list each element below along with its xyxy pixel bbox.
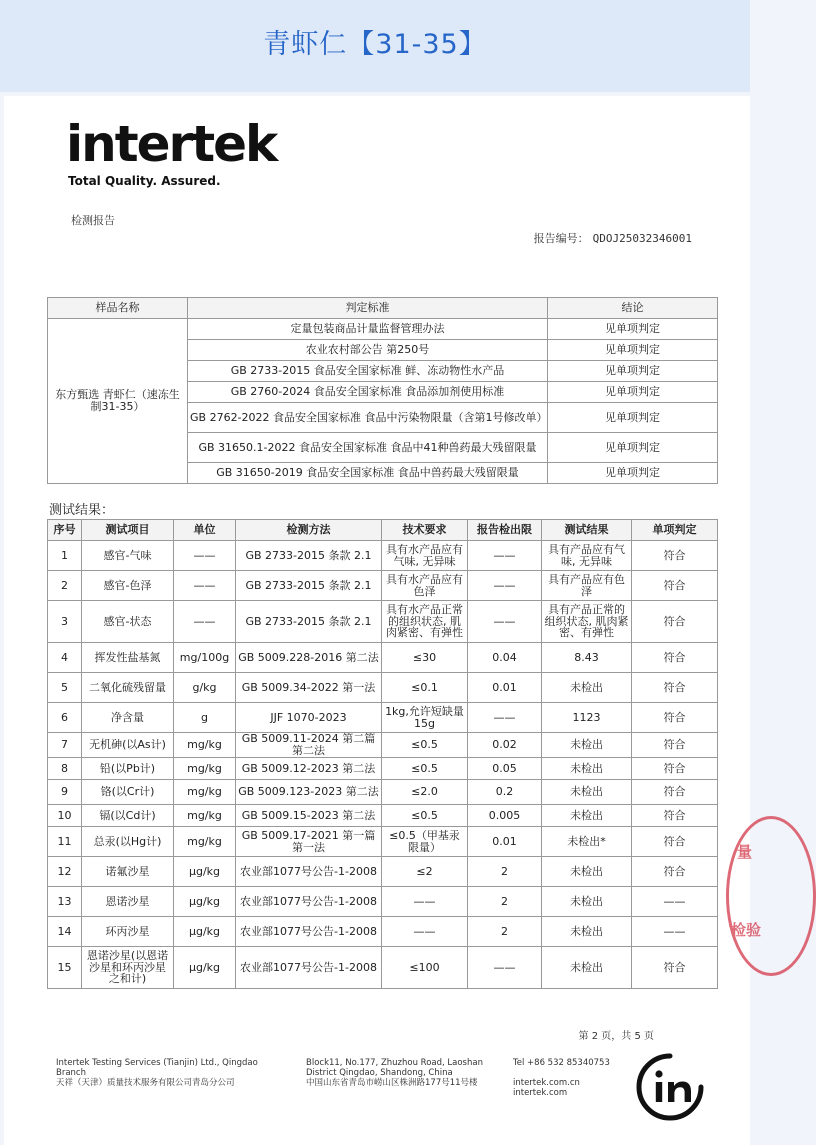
result-cell: 未检出 xyxy=(542,758,632,780)
method-cell: GB 5009.11-2024 第二篇第二法 xyxy=(236,733,382,758)
sample-name-cell: 东方甄选 青虾仁（速冻生制31-35） xyxy=(48,319,188,484)
verdict-cell: 符合 xyxy=(632,601,718,643)
stamp-text-bottom: 检验 xyxy=(731,921,762,939)
judgement-row xyxy=(48,319,718,340)
no-cell: 11 xyxy=(48,827,82,857)
conclusion-cell: 见单项判定 xyxy=(548,319,718,340)
method-cell: JJF 1070-2023 xyxy=(236,703,382,733)
standard-cell: GB 2733-2015 食品安全国家标准 鲜、冻动物性水产品 xyxy=(188,361,548,382)
verdict-cell: 符合 xyxy=(632,805,718,827)
method-cell: GB 5009.123-2023 第二法 xyxy=(236,780,382,805)
lod-cell: 0.01 xyxy=(468,673,542,703)
results-row xyxy=(48,857,718,887)
results-row xyxy=(48,947,718,989)
requirement-cell: ≤0.5 xyxy=(382,758,468,780)
no-cell: 13 xyxy=(48,887,82,917)
lod-cell: —— xyxy=(468,541,542,571)
results-header-cell: 序号 xyxy=(48,520,82,541)
method-cell: 农业部1077号公告-1-2008 xyxy=(236,947,382,989)
verdict-cell: 符合 xyxy=(632,827,718,857)
footer-company xyxy=(56,1058,286,1089)
verdict-cell: 符合 xyxy=(632,541,718,571)
unit-cell: mg/100g xyxy=(174,643,236,673)
no-cell: 14 xyxy=(48,917,82,947)
conclusion-cell: 见单项判定 xyxy=(548,382,718,403)
lod-cell: 2 xyxy=(468,917,542,947)
requirement-cell: —— xyxy=(382,917,468,947)
results-header-cell: 测试结果 xyxy=(542,520,632,541)
requirement-cell: ≤2.0 xyxy=(382,780,468,805)
report-number-label: 报告编号： xyxy=(533,232,589,245)
results-row xyxy=(48,758,718,780)
results-label: 测试结果： xyxy=(49,503,115,518)
no-cell: 6 xyxy=(48,703,82,733)
results-row xyxy=(48,601,718,643)
result-cell: 8.43 xyxy=(542,643,632,673)
conclusion-cell: 见单项判定 xyxy=(548,463,718,484)
page-title: 青虾仁【31-35】 xyxy=(263,29,487,60)
item-cell: 总汞(以Hg计) xyxy=(82,827,174,857)
requirement-cell: ≤0.5（甲基汞限量） xyxy=(382,827,468,857)
item-cell: 感官-气味 xyxy=(82,541,174,571)
results-header-cell: 单位 xyxy=(174,520,236,541)
footer-address xyxy=(306,1058,506,1089)
result-cell: 未检出 xyxy=(542,733,632,758)
footer-tel: Tel +86 532 85340753 xyxy=(513,1058,610,1068)
no-cell: 7 xyxy=(48,733,82,758)
results-row xyxy=(48,917,718,947)
unit-cell: —— xyxy=(174,601,236,643)
unit-cell: mg/kg xyxy=(174,827,236,857)
method-cell: 农业部1077号公告-1-2008 xyxy=(236,857,382,887)
standard-cell: GB 31650-2019 食品安全国家标准 食品中兽药最大残留限量 xyxy=(188,463,548,484)
standard-cell: GB 31650.1-2022 食品安全国家标准 食品中41种兽药最大残留限量 xyxy=(188,433,548,463)
requirement-cell: —— xyxy=(382,887,468,917)
judgement-header-cell: 判定标准 xyxy=(188,298,548,319)
no-cell: 12 xyxy=(48,857,82,887)
item-cell: 感官-色泽 xyxy=(82,571,174,601)
item-cell: 恩诺沙星(以恩诺沙星和环丙沙星之和计) xyxy=(82,947,174,989)
item-cell: 挥发性盐基氮 xyxy=(82,643,174,673)
result-cell: 未检出 xyxy=(542,947,632,989)
requirement-cell: ≤30 xyxy=(382,643,468,673)
method-cell: GB 5009.15-2023 第二法 xyxy=(236,805,382,827)
standard-cell: 农业农村部公告 第250号 xyxy=(188,340,548,361)
judgement-table xyxy=(47,297,718,484)
results-row xyxy=(48,780,718,805)
item-cell: 铬(以Cr计) xyxy=(82,780,174,805)
verdict-cell: 符合 xyxy=(632,673,718,703)
results-row xyxy=(48,571,718,601)
method-cell: GB 5009.228-2016 第二法 xyxy=(236,643,382,673)
lod-cell: —— xyxy=(468,571,542,601)
lod-cell: —— xyxy=(468,703,542,733)
method-cell: GB 5009.17-2021 第一篇第一法 xyxy=(236,827,382,857)
footer-contact xyxy=(513,1058,633,1099)
unit-cell: mg/kg xyxy=(174,805,236,827)
result-cell: 未检出 xyxy=(542,917,632,947)
logo-tagline: Total Quality. Assured. xyxy=(68,174,221,188)
conclusion-cell: 见单项判定 xyxy=(548,361,718,382)
lod-cell: 2 xyxy=(468,887,542,917)
result-cell: 具有产品应有气味, 无异味 xyxy=(542,541,632,571)
results-table xyxy=(47,519,718,989)
address-en: Block11, No.177, Zhuzhou Road, Laoshan District Qingdao, Shandong, China xyxy=(306,1058,483,1079)
address-cn: 中国山东省青岛市崂山区株洲路177号11号楼 xyxy=(306,1078,478,1089)
results-row xyxy=(48,827,718,857)
results-row xyxy=(48,541,718,571)
item-cell: 感官-状态 xyxy=(82,601,174,643)
intertek-logo: intertek xyxy=(66,115,277,173)
page-number: 第 2 页，共 5 页 xyxy=(578,1031,654,1042)
results-row xyxy=(48,805,718,827)
no-cell: 1 xyxy=(48,541,82,571)
standard-cell: 定量包装商品计量监督管理办法 xyxy=(188,319,548,340)
results-row xyxy=(48,733,718,758)
judgement-header-cell: 样品名称 xyxy=(48,298,188,319)
requirement-cell: 具有水产品正常的组织状态, 肌肉紧密、有弹性 xyxy=(382,601,468,643)
no-cell: 5 xyxy=(48,673,82,703)
verdict-cell: 符合 xyxy=(632,733,718,758)
requirement-cell: ≤100 xyxy=(382,947,468,989)
lod-cell: 0.04 xyxy=(468,643,542,673)
result-cell: 具有产品应有色泽 xyxy=(542,571,632,601)
item-cell: 镉(以Cd计) xyxy=(82,805,174,827)
result-cell: 未检出 xyxy=(542,805,632,827)
no-cell: 2 xyxy=(48,571,82,601)
no-cell: 10 xyxy=(48,805,82,827)
method-cell: GB 5009.34-2022 第一法 xyxy=(236,673,382,703)
result-cell: 未检出 xyxy=(542,780,632,805)
results-header-cell: 技术要求 xyxy=(382,520,468,541)
verdict-cell: 符合 xyxy=(632,780,718,805)
verdict-cell: 符合 xyxy=(632,857,718,887)
result-cell: 1123 xyxy=(542,703,632,733)
unit-cell: g xyxy=(174,703,236,733)
intertek-in-circle-icon xyxy=(634,1051,706,1123)
unit-cell: μg/kg xyxy=(174,917,236,947)
verdict-cell: —— xyxy=(632,887,718,917)
requirement-cell: 具有水产品应有色泽 xyxy=(382,571,468,601)
method-cell: GB 2733-2015 条款 2.1 xyxy=(236,601,382,643)
method-cell: GB 2733-2015 条款 2.1 xyxy=(236,571,382,601)
results-row xyxy=(48,673,718,703)
standard-cell: GB 2762-2022 食品安全国家标准 食品中污染物限量（含第1号修改单） xyxy=(188,403,548,433)
method-cell: 农业部1077号公告-1-2008 xyxy=(236,887,382,917)
item-cell: 环丙沙星 xyxy=(82,917,174,947)
conclusion-cell: 见单项判定 xyxy=(548,340,718,361)
unit-cell: g/kg xyxy=(174,673,236,703)
item-cell: 无机砷(以As计) xyxy=(82,733,174,758)
item-cell: 诺氟沙星 xyxy=(82,857,174,887)
lod-cell: —— xyxy=(468,947,542,989)
results-header-cell: 报告检出限 xyxy=(468,520,542,541)
results-header-cell: 检测方法 xyxy=(236,520,382,541)
unit-cell: mg/kg xyxy=(174,780,236,805)
result-cell: 未检出 xyxy=(542,673,632,703)
result-cell: 未检出 xyxy=(542,857,632,887)
report-number xyxy=(534,230,692,246)
verdict-cell: 符合 xyxy=(632,947,718,989)
company-name-en: Intertek Testing Services (Tianjin) Ltd., Qingdao Branch xyxy=(56,1058,258,1079)
unit-cell: μg/kg xyxy=(174,947,236,989)
item-cell: 二氧化硫残留量 xyxy=(82,673,174,703)
results-header-cell: 单项判定 xyxy=(632,520,718,541)
results-body xyxy=(48,541,718,989)
requirement-cell: ≤0.1 xyxy=(382,673,468,703)
unit-cell: —— xyxy=(174,541,236,571)
official-stamp xyxy=(726,816,816,976)
standard-cell: GB 2760-2024 食品安全国家标准 食品添加剂使用标准 xyxy=(188,382,548,403)
top-banner xyxy=(0,0,750,92)
result-cell: 未检出* xyxy=(542,827,632,857)
judgement-header-row xyxy=(48,298,718,319)
results-row xyxy=(48,703,718,733)
item-cell: 铅(以Pb计) xyxy=(82,758,174,780)
results-header-row xyxy=(48,520,718,541)
report-number-value: QDOJ25032346001 xyxy=(592,232,692,245)
unit-cell: μg/kg xyxy=(174,857,236,887)
verdict-cell: —— xyxy=(632,917,718,947)
footer-link-cn[interactable]: intertek.com.cn xyxy=(513,1078,580,1089)
no-cell: 8 xyxy=(48,758,82,780)
requirement-cell: 1kg,允许短缺量15g xyxy=(382,703,468,733)
lod-cell: —— xyxy=(468,601,542,643)
lod-cell: 0.05 xyxy=(468,758,542,780)
judgement-header-cell: 结论 xyxy=(548,298,718,319)
stamp-text-top: 量 xyxy=(737,843,753,861)
result-cell: 未检出 xyxy=(542,887,632,917)
results-row xyxy=(48,887,718,917)
method-cell: 农业部1077号公告-1-2008 xyxy=(236,917,382,947)
result-cell: 具有产品正常的组织状态, 肌肉紧密、有弹性 xyxy=(542,601,632,643)
verdict-cell: 符合 xyxy=(632,571,718,601)
unit-cell: —— xyxy=(174,571,236,601)
verdict-cell: 符合 xyxy=(632,703,718,733)
item-cell: 恩诺沙星 xyxy=(82,887,174,917)
unit-cell: μg/kg xyxy=(174,887,236,917)
report-sheet xyxy=(4,96,762,1145)
unit-cell: mg/kg xyxy=(174,758,236,780)
verdict-cell: 符合 xyxy=(632,758,718,780)
no-cell: 3 xyxy=(48,601,82,643)
verdict-cell: 符合 xyxy=(632,643,718,673)
lod-cell: 0.01 xyxy=(468,827,542,857)
conclusion-cell: 见单项判定 xyxy=(548,433,718,463)
no-cell: 9 xyxy=(48,780,82,805)
document-label: 检测报告 xyxy=(71,214,115,227)
lod-cell: 0.005 xyxy=(468,805,542,827)
item-cell: 净含量 xyxy=(82,703,174,733)
lod-cell: 2 xyxy=(468,857,542,887)
requirement-cell: ≤2 xyxy=(382,857,468,887)
no-cell: 15 xyxy=(48,947,82,989)
lod-cell: 0.2 xyxy=(468,780,542,805)
requirement-cell: ≤0.5 xyxy=(382,733,468,758)
lod-cell: 0.02 xyxy=(468,733,542,758)
requirement-cell: 具有水产品应有气味, 无异味 xyxy=(382,541,468,571)
results-row xyxy=(48,643,718,673)
requirement-cell: ≤0.5 xyxy=(382,805,468,827)
footer-link[interactable]: intertek.com xyxy=(513,1088,568,1099)
conclusion-cell: 见单项判定 xyxy=(548,403,718,433)
method-cell: GB 5009.12-2023 第二法 xyxy=(236,758,382,780)
method-cell: GB 2733-2015 条款 2.1 xyxy=(236,541,382,571)
company-name-cn: 天祥（天津）质量技术服务有限公司青岛分公司 xyxy=(56,1078,235,1089)
unit-cell: mg/kg xyxy=(174,733,236,758)
no-cell: 4 xyxy=(48,643,82,673)
results-header-cell: 测试项目 xyxy=(82,520,174,541)
